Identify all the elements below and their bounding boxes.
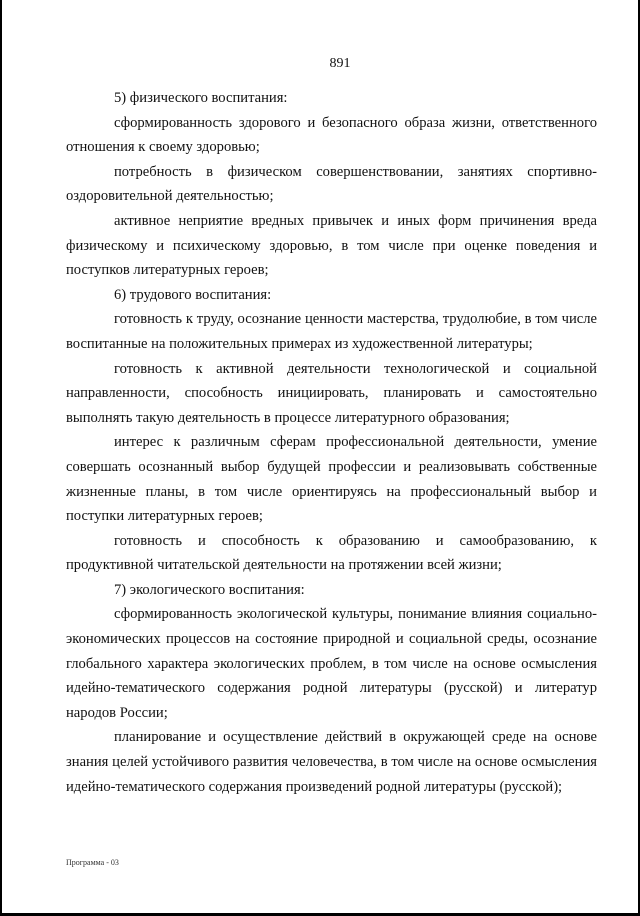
paragraph: планирование и осуществление действий в окружающей среде на основе знания целей устойчивого развития человечества, в том числе на основе осмысления идейно-тематического содержания произведений родной литературы (русской); bbox=[66, 729, 597, 795]
page-edge-left bbox=[0, 0, 2, 916]
paragraph: сформированность экологической культуры, понимание влияния социально-экономических процессов на состояние природной и социальной среды, осознание глобального характера экологических проблем, в том числе на основе осмысления идейно-тематического содержания родной литературы (русской) и литератур народов России; bbox=[66, 606, 597, 721]
paragraph: готовность и способность к образованию и самообразованию, к продуктивной читательской деятельности на протяжении всей жизни; bbox=[66, 532, 597, 574]
paragraph: готовность к активной деятельности технологической и социальной направленности, способность инициировать, планировать и самостоятельно выполнять такую деятельность в процессе литературного образования; bbox=[66, 360, 597, 426]
paragraph: потребность в физическом совершенствовании, занятиях спортивно-оздоровительной деятельностью; bbox=[66, 163, 597, 205]
paragraph: 7) экологического воспитания: bbox=[114, 581, 305, 598]
paragraph: сформированность здорового и безопасного образа жизни, ответственного отношения к своему здоровью; bbox=[66, 114, 597, 156]
paragraph: 6) трудового воспитания: bbox=[114, 286, 272, 303]
paragraph: 5) физического воспитания: bbox=[114, 90, 288, 106]
document-body bbox=[66, 86, 597, 799]
page-number: 891 bbox=[329, 56, 351, 71]
paragraph: активное неприятие вредных привычек и иных форм причинения вреда физическому и психическому здоровью, в том числе при оценке поведения и поступков литературных героев; bbox=[66, 212, 597, 279]
paragraph: интерес к различным сферам профессиональной деятельности, умение совершать осознанный выбор будущей профессии и реализовывать собственные жизненные планы, в том числе ориентируясь на профессиональный выбор и поступки литературных героев; bbox=[66, 434, 597, 525]
paragraph: готовность к труду, осознание ценности мастерства, трудолюбие, в том числе воспитанные на положительных примерах из художественной литературы; bbox=[66, 311, 597, 352]
footer-note: Программа - 03 bbox=[66, 858, 119, 867]
